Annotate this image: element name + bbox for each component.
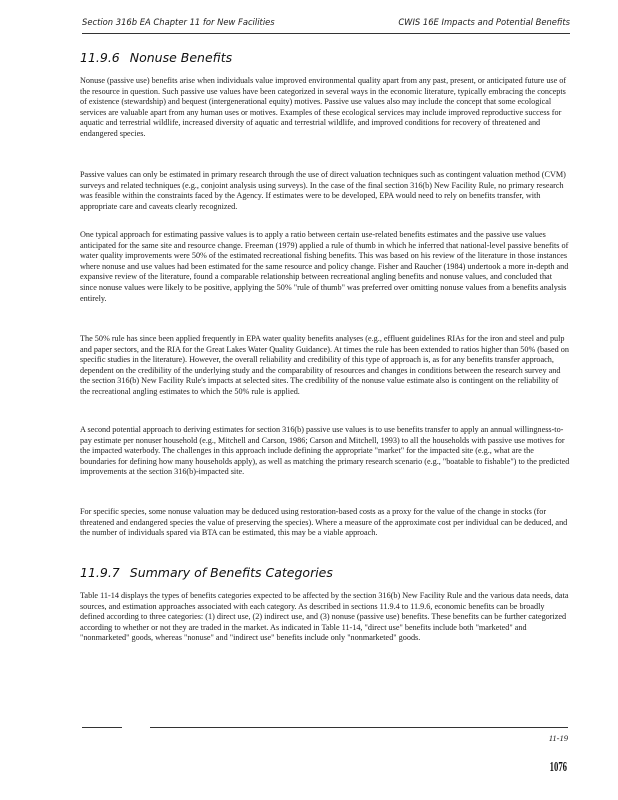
section-heading-summary [80, 565, 333, 580]
footer-rule-short [82, 727, 122, 728]
paragraph: The 50% rule has since been applied frequently in EPA water quality benefits analyses (e.g., effluent guidelines RIAs for the iron and steel and pulp and paper sectors, and the RIA for the Great Lakes Water Quality Guidance). At times the rule has been extended to ratios higher than 50% (based on specific studies in the literature). However, the overall reliability and credibility of this type of approach is, as for any benefits transfer approach, dependent on the credibility of the underlying study and the comparability of resources and changes in conditions between the research survey and the section 316(b) New Facility Rule's impacts at selected sites. The credibility of the nonuse value estimate also is contingent on the reliability of the recreational angling estimates to which the 50% rule is applied. [80, 334, 569, 396]
paragraph: For specific species, some nonuse valuation may be deduced using restoration-based costs as a proxy for the value of the change in stocks (for threatened and endangered species the value of preserving the species). Where a measure of the approximate cost per individual can be deduced, and the number of individuals spared via BTA can be estimated, this may be a viable approach. [80, 507, 568, 538]
section-title: Nonuse Benefits [129, 50, 233, 65]
bates-stamp: 1076 [549, 760, 567, 775]
footer-rule [150, 727, 568, 728]
paragraph: Passive values can only be estimated in primary research through the use of direct valuation techniques such as contingent valuation method (CVM) surveys and related techniques (e.g., conjoint analysis using surveys). In the case of the final section 316(b) New Facility Rule, no primary research was feasible within the constraints faced by the Agency. If estimates were to be developed, EPA would need to rely on benefits transfer, with appropriate care and caveats clearly recognized. [80, 170, 566, 211]
running-header [82, 13, 570, 34]
section-number: 11.9.6 [80, 50, 120, 65]
paragraph: A second potential approach to deriving estimates for section 316(b) passive use values is to use benefits transfer to apply an annual willingness-to-pay estimate per nonuser household (e.g., Mitchell and Carson, 1986; Carson and Mitchell, 1993) to all the households with passive use motives for the impacted waterbody. The challenges in this approach include defining the appropriate "market" for the impacted site (e.g., what are the boundaries for defining how many households apply), as well as matching the primary research scenario (e.g., "boatable to fishable") to the predicted improvements at the section 316(b)-impacted site. [80, 425, 570, 477]
header-right: CWIS 16E Impacts and Potential Benefits [398, 17, 570, 27]
section-title: Summary of Benefits Categories [129, 565, 333, 580]
page-number: 11-19 [548, 733, 568, 743]
section-heading-nonuse [80, 50, 232, 65]
section-number: 11.9.7 [80, 565, 120, 580]
paragraph: Nonuse (passive use) benefits arise when individuals value improved environmental quality apart from any past, present, or anticipated future use of the resource in question. Such passive use values have been categorized in several ways in the economic literature, typically embracing the concepts of existence (stewardship) and bequest (intergenerational equity) motives. Passive use values also may include the concept that some ecological services are valuable apart from any human uses or motives. Examples of these ecological services may include improved reproductive success for aquatic and terrestrial wildlife, increased diversity of aquatic and terrestrial wildlife, and improved conditions for recovery of threatened and endangered species. [80, 76, 567, 138]
paragraph: Table 11-14 displays the types of benefits categories expected to be affected by the section 316(b) New Facility Rule and the various data needs, data sources, and estimation approaches associated with each category. As described in sections 11.9.4 to 11.9.6, economic benefits can be broadly defined according to three categories: (1) direct use, (2) indirect use, and (3) nonuse (passive use) benefits. These benefits can be further categorized according to whether or not they are traded in the market. As indicated in Table 11-14, "direct use" benefits include both "marketed" and "nonmarketed" goods, whereas "nonuse" and "indirect use" benefits include only "nonmarketed" goods. [80, 591, 569, 643]
header-left: Section 316b EA Chapter 11 for New Facilities [82, 17, 275, 27]
paragraph: One typical approach for estimating passive values is to apply a ratio between certain use-related benefits estimates and the passive use values anticipated for the same site and resource change. Freeman (1979) applied a rule of thumb in which he inferred that national-level passive benefits of water quality improvements were 50% of the estimated recreational fishing benefits. This was based on his review of the literature in those instances where nonuse and use values had been estimated for the same resource and policy change. Fisher and Raucher (1984) undertook a more in-depth and expansive review of the literature, found a comparable relationship between recreational angling benefits and nonuse values, and concluded that since nonuse values were likely to be positive, applying the 50% "rule of thumb" was preferred over omitting nonuse values from a benefits analysis entirely. [80, 230, 569, 303]
